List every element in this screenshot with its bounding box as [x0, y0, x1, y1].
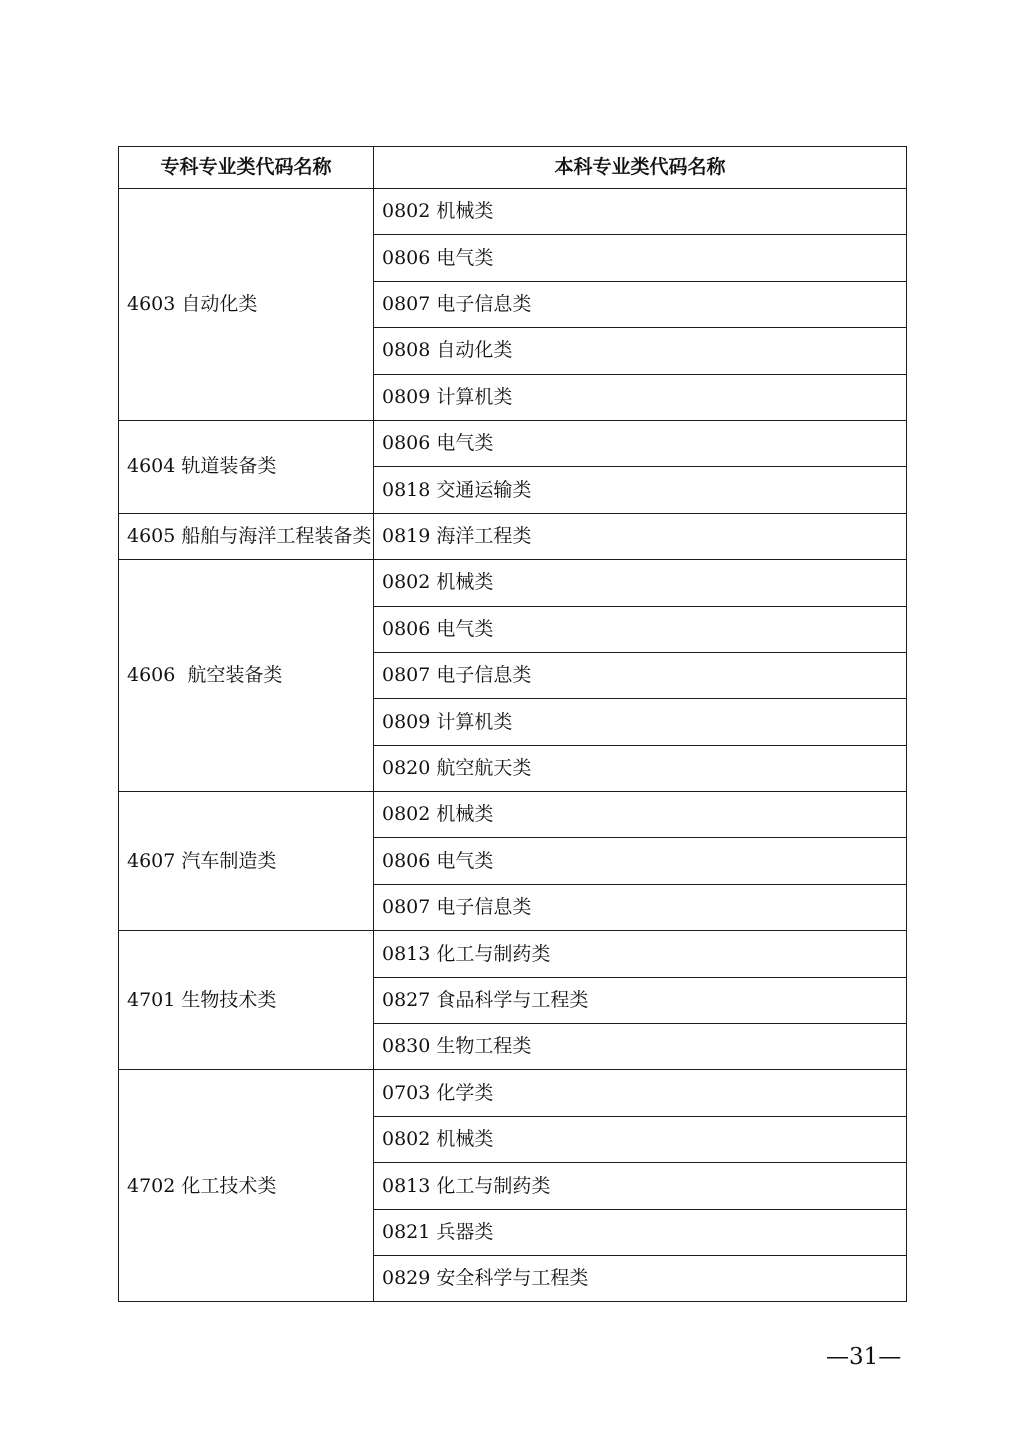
undergraduate-category-cell: 0807 电子信息类 — [374, 652, 907, 698]
undergraduate-category-cell: 0806 电气类 — [374, 838, 907, 884]
undergraduate-category-cell: 0809 计算机类 — [374, 699, 907, 745]
undergraduate-category-cell: 0802 机械类 — [374, 1116, 907, 1162]
table-row — [119, 420, 907, 466]
undergraduate-category-cell: 0806 电气类 — [374, 235, 907, 281]
undergraduate-category-cell: 0813 化工与制药类 — [374, 1163, 907, 1209]
table-row — [119, 513, 907, 559]
table-row — [119, 792, 907, 838]
undergraduate-category-cell: 0821 兵器类 — [374, 1209, 907, 1255]
undergraduate-category-cell: 0806 电气类 — [374, 606, 907, 652]
major-mapping-table — [118, 146, 907, 1302]
vocational-category-cell: 4604 轨道装备类 — [119, 420, 374, 513]
undergraduate-category-cell: 0809 计算机类 — [374, 374, 907, 420]
vocational-category-cell: 4701 生物技术类 — [119, 931, 374, 1070]
undergraduate-category-cell: 0806 电气类 — [374, 420, 907, 466]
undergraduate-category-cell: 0819 海洋工程类 — [374, 513, 907, 559]
undergraduate-category-cell: 0802 机械类 — [374, 792, 907, 838]
undergraduate-category-cell: 0820 航空航天类 — [374, 745, 907, 791]
undergraduate-category-cell: 0813 化工与制药类 — [374, 931, 907, 977]
vocational-category-cell: 4607 汽车制造类 — [119, 792, 374, 931]
table-row — [119, 931, 907, 977]
vocational-category-cell: 4603 自动化类 — [119, 189, 374, 421]
table-row — [119, 189, 907, 235]
table-row — [119, 560, 907, 606]
undergraduate-category-cell: 0818 交通运输类 — [374, 467, 907, 513]
undergraduate-category-cell: 0807 电子信息类 — [374, 281, 907, 327]
undergraduate-category-cell: 0807 电子信息类 — [374, 884, 907, 930]
vocational-category-cell: 4606 航空装备类 — [119, 560, 374, 792]
undergraduate-category-cell: 0802 机械类 — [374, 189, 907, 235]
vocational-category-cell: 4702 化工技术类 — [119, 1070, 374, 1302]
table-row — [119, 1070, 907, 1116]
vocational-category-cell: 4605 船舶与海洋工程装备类 — [119, 513, 374, 559]
header-row — [119, 147, 907, 189]
page-number: —31— — [826, 1344, 902, 1370]
undergraduate-category-cell: 0703 化学类 — [374, 1070, 907, 1116]
undergraduate-category-cell: 0827 食品科学与工程类 — [374, 977, 907, 1023]
undergraduate-category-cell: 0802 机械类 — [374, 560, 907, 606]
undergraduate-category-cell: 0808 自动化类 — [374, 328, 907, 374]
header-undergraduate-category: 本科专业类代码名称 — [374, 147, 907, 189]
undergraduate-category-cell: 0830 生物工程类 — [374, 1024, 907, 1070]
header-vocational-category: 专科专业类代码名称 — [119, 147, 374, 189]
undergraduate-category-cell: 0829 安全科学与工程类 — [374, 1255, 907, 1301]
